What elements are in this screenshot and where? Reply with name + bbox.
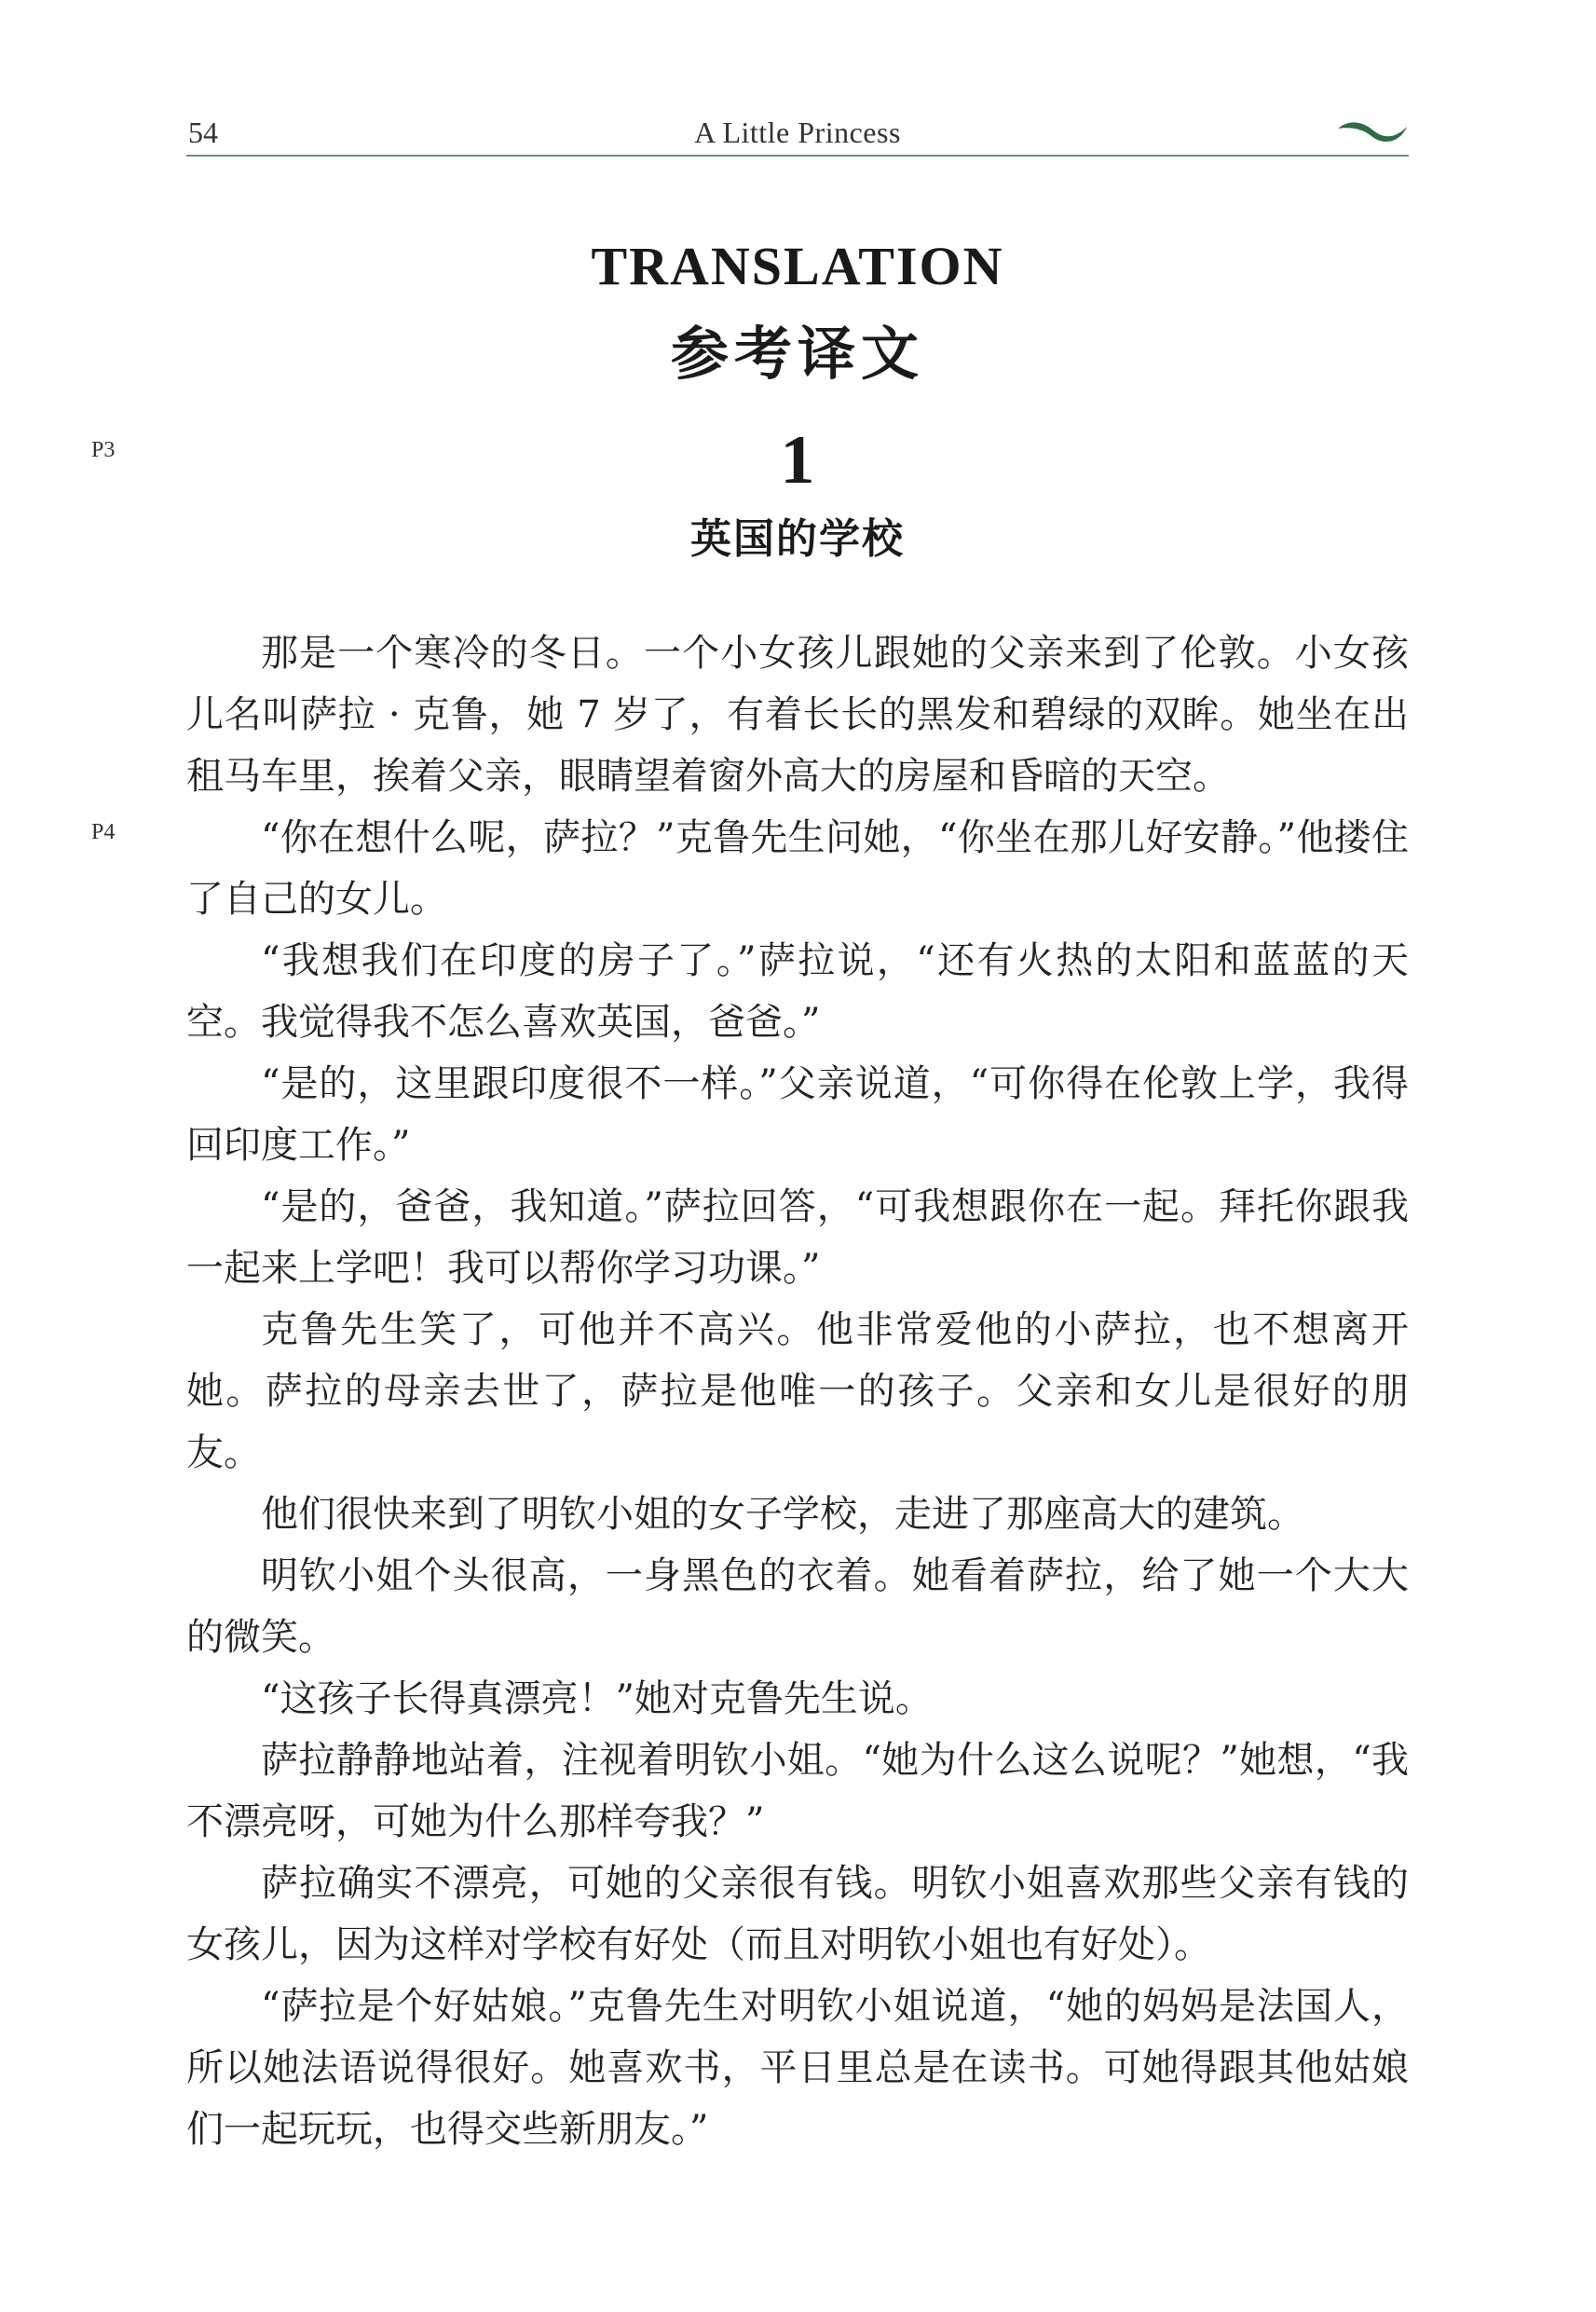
margin-ref-p4: P4 [91, 820, 116, 844]
paragraph: 克鲁先生笑了，可他并不高兴。他非常爱他的小萨拉，也不想离开她。萨拉的母亲去世了，萨拉是他唯一的孩子。父亲和女儿是很好的朋友。 [186, 1308, 1409, 1474]
paragraph: “你在想什么呢，萨拉？”克鲁先生问她，“你坐在那儿好安静。”他搂住了自己的女儿。 [186, 816, 1409, 921]
leaf-swash-ornament-icon [1336, 116, 1409, 147]
paragraph: 明钦小姐个头很高，一身黑色的衣着。她看着萨拉，给了她一个大大的微笑。 [186, 1554, 1409, 1659]
translation-body [186, 622, 1409, 2160]
paragraph: 萨拉确实不漂亮，可她的父亲很有钱。明钦小姐喜欢那些父亲有钱的女孩儿，因为这样对学校有好处（而且对明钦小姐也有好处）。 [186, 1862, 1409, 1966]
page-number: 54 [188, 116, 218, 149]
chapter-title: 英国的学校 [690, 515, 905, 563]
paragraph: “我想我们在印度的房子了。”萨拉说，“还有火热的太阳和蓝蓝的天空。我觉得我不怎么喜欢英国，爸爸。” [186, 939, 1409, 1044]
paragraph: “是的，这里跟印度很不一样。”父亲说道，“可你得在伦敦上学，我得回印度工作。” [186, 1062, 1409, 1167]
header-rule [186, 155, 1409, 157]
paragraph: 那是一个寒冷的冬日。一个小女孩儿跟她的父亲来到了伦敦。小女孩儿名叫萨拉 · 克鲁，她 7 岁了，有着长长的黑发和碧绿的双眸。她坐在出租马车里，挨着父亲，眼睛望着窗外高大的房屋和昏暗的天空。 [186, 632, 1409, 798]
margin-ref-p3: P3 [91, 438, 116, 462]
running-header [186, 110, 1409, 157]
section-title-chinese: 参考译文 [670, 320, 924, 388]
book-title: A Little Princess [694, 116, 901, 149]
paragraph: “萨拉是个好姑娘。”克鲁先生对明钦小姐说道，“她的妈妈是法国人，所以她法语说得很好。她喜欢书，平日里总是在读书。可她得跟其他姑娘们一起玩玩，也得交些新朋友。” [186, 1985, 1409, 2151]
chapter-number: 1 [780, 422, 815, 499]
paragraph: 他们很快来到了明钦小姐的女子学校，走进了那座高大的建筑。 [261, 1493, 1304, 1536]
paragraph: “是的，爸爸，我知道。”萨拉回答，“可我想跟你在一起。拜托你跟我一起来上学吧！我可以帮你学习功课。” [186, 1185, 1409, 1290]
paragraph: 萨拉静静地站着，注视着明钦小姐。“她为什么这么说呢？”她想，“我不漂亮呀，可她为什么那样夸我？” [186, 1739, 1409, 1843]
section-title-english: TRANSLATION [591, 236, 1004, 296]
paragraph: “这孩子长得真漂亮！”她对克鲁先生说。 [261, 1677, 933, 1720]
